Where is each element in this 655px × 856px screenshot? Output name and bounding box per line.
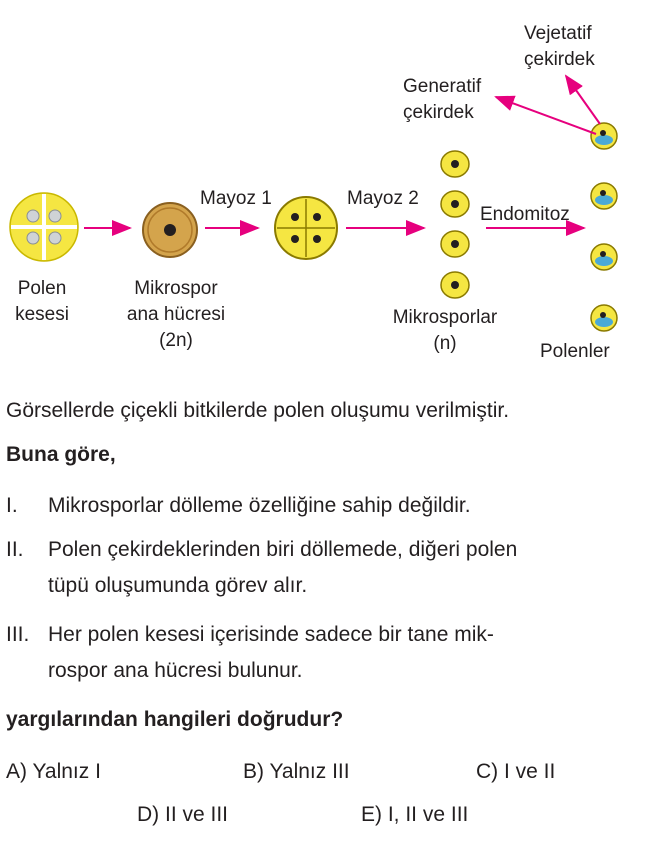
- microspores: [441, 151, 469, 298]
- pollens: [591, 123, 617, 331]
- statement-line: tüpü oluşumunda görev alır.: [48, 574, 308, 597]
- label-pollen-sac: Polen kesesi: [15, 278, 69, 325]
- question-intro: Görsellerde çiçekli bitkilerde polen oluşumu verilmiştir.: [6, 399, 510, 422]
- option-e[interactable]: E) I, II ve III: [361, 803, 469, 826]
- label-meiosis-2: Mayoz 2: [347, 188, 419, 209]
- statement-number: III.: [6, 623, 30, 646]
- question-lead: Buna göre,: [6, 443, 116, 466]
- microspore-mother-cell: [143, 203, 197, 257]
- label-microspores: Mikrosporlar (n): [392, 307, 498, 354]
- label-endomitosis: Endomitoz: [480, 204, 570, 225]
- option-c[interactable]: C) I ve II: [476, 760, 556, 783]
- option-b[interactable]: B) Yalnız III: [243, 760, 350, 783]
- statement-2: [6, 532, 646, 604]
- statement-line: Her polen kesesi içerisinde sadece bir tane mik-: [48, 623, 494, 646]
- option-d[interactable]: D) II ve III: [137, 803, 229, 826]
- statement-3: [6, 617, 646, 689]
- tetrad-cell: [275, 197, 337, 259]
- label-vegetative-nucleus: Vejetatif çekirdek: [524, 23, 595, 70]
- option-a[interactable]: A) Yalnız I: [6, 760, 101, 783]
- label-meiosis-1: Mayoz 1: [200, 188, 272, 209]
- label-mother-cell: Mikrospor ana hücresi (2n): [126, 278, 226, 351]
- statement-number: II.: [6, 538, 24, 561]
- label-pollens: Polenler: [540, 341, 610, 362]
- question-prompt: yargılarından hangileri doğrudur?: [6, 708, 344, 731]
- arrow-generative: [496, 97, 596, 134]
- statement-line: rospor ana hücresi bulunur.: [48, 659, 303, 682]
- statement-number: I.: [6, 494, 18, 517]
- pollen-sac-cell: [10, 193, 78, 261]
- statement-line: Polen çekirdeklerinden biri döllemede, diğeri polen: [48, 538, 518, 561]
- arrow-vegetative: [566, 76, 600, 124]
- statement-line: Mikrosporlar dölleme özelliğine sahip değildir.: [48, 494, 471, 517]
- label-generative-nucleus: Generatif çekirdek: [403, 76, 482, 123]
